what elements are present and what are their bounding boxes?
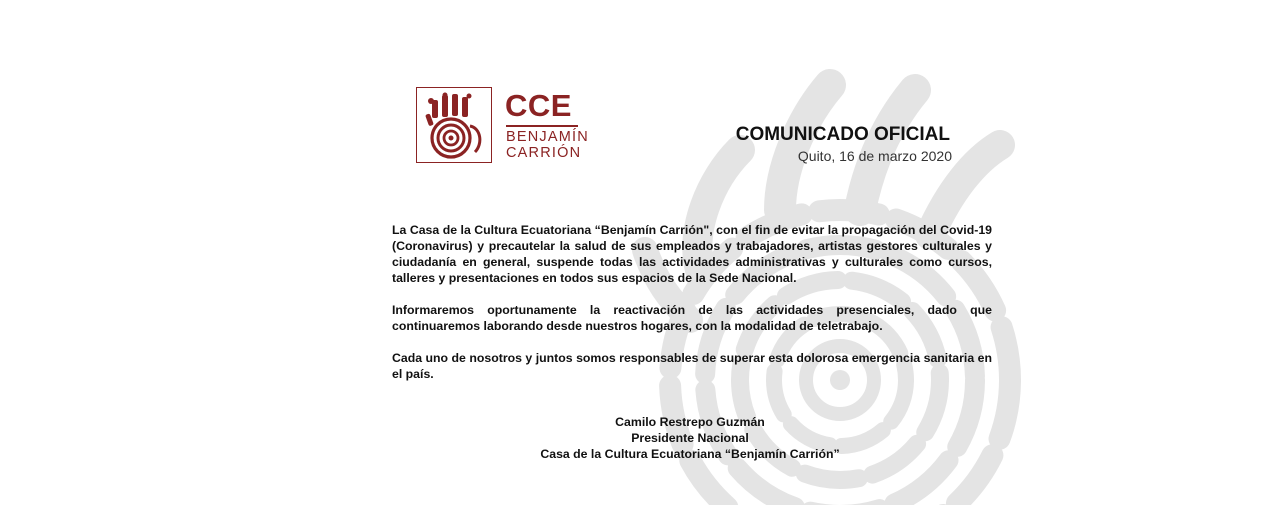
body-paragraph: Cada uno de nosotros y juntos somos responsables de superar esta dolorosa emergencia sanitaria en el país. bbox=[392, 351, 992, 381]
body-paragraph: Informaremos oportunamente la reactivación de las actividades presenciales, dado que continuaremos laborando desde nuestros hogares, con la modalidad de teletrabajo. bbox=[392, 303, 992, 333]
document-date: Quito, 16 de marzo 2020 bbox=[797, 148, 952, 164]
document-title: COMUNICADO OFICIAL bbox=[735, 124, 950, 145]
signatory-position: Presidente Nacional bbox=[631, 431, 749, 445]
signatory-name: Camilo Restrepo Guzmán bbox=[615, 415, 765, 429]
signatory-institution: Casa de la Cultura Ecuatoriana “Benjamín Carrión” bbox=[540, 447, 840, 461]
logo-name-line2: CARRIÓN bbox=[506, 145, 582, 161]
signature-block bbox=[480, 414, 900, 462]
logo-acronym: CCE bbox=[505, 88, 572, 123]
logo-divider bbox=[506, 125, 578, 127]
hand-spiral-logo-icon bbox=[423, 92, 487, 160]
body-paragraph: La Casa de la Cultura Ecuatoriana “Benjamín Carrión", con el fin de evitar la propagación del Covid-19 (Coronavirus) y precautelar la salud de sus empleados y trabajadores, artistas gestores culturales y ciudadanía en general, suspende todas las actividades administrativas y culturales como cursos, talleres y presentaciones en todos sus espacios de la Sede Nacional. bbox=[392, 223, 992, 285]
logo-name-line1: BENJAMÍN bbox=[506, 129, 589, 145]
logo-frame bbox=[416, 87, 492, 163]
cce-logo bbox=[416, 87, 589, 165]
document-body bbox=[392, 222, 992, 398]
